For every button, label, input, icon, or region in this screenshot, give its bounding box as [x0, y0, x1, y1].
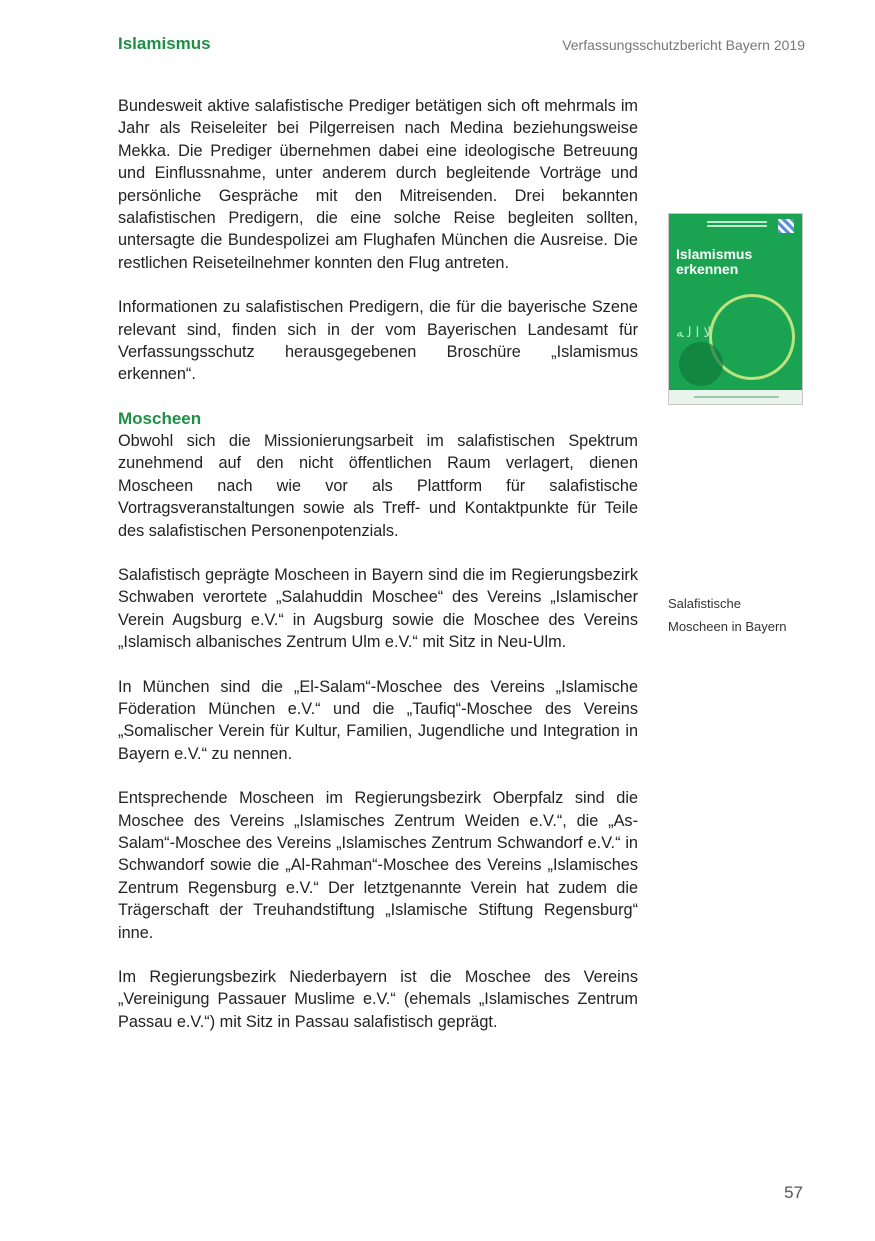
- brochure-cover-image: [668, 213, 803, 405]
- report-title: Verfassungsschutzbericht Bayern 2019: [562, 37, 805, 53]
- paragraph-niederbayern: Im Regierungsbezirk Niederbayern ist die Moschee des Vereins „Vereinigung Passauer Muslime e.V.“ (ehemals „Islamisches Zentrum Passau e.V.“) mit Sitz in Passau salafistisch geprägt.: [118, 968, 638, 1031]
- paragraph-mission-work: Obwohl sich die Missionierungsarbeit im salafistischen Spektrum zunehmend auf den nicht öffentlichen Raum verlagert, dienen Moscheen nach wie vor als Plattform für salafistische Vortragsveranstaltungen sowie als Treff- und Kontaktpunkte für Teile des salafistischen Personenpotenzials.: [118, 431, 638, 540]
- brochure-title: Islamismus erkennen: [676, 246, 753, 277]
- brochure-header-bar: [669, 214, 802, 236]
- paragraph-schwaben: Salafistisch geprägte Moscheen in Bayern sind die im Regierungsbezirk Schwaben verortete „Salahuddin Moschee“ des Vereins „Islamischer Verein Augsburg e.V.“ in Augsburg sowie die Moschee des Vereins „Islamisch albanisches Zentrum Ulm e.V.“ mit Sitz in Neu-Ulm.: [118, 565, 638, 652]
- paragraph-muenchen: In München sind die „El-Salam“-Moschee des Vereins „Islamische Föderation München e.V.“ und die „Taufiq“-Moschee des Vereins „Somalischer Verein für Kultur, Familien, Jugendliche und Integration in Bayern e.V.“ zu nennen.: [118, 677, 638, 763]
- paragraph-brochure-info: Informationen zu salafistischen Predigern, die für die bayerische Szene relevant sind, finden sich in der vom Bayerischen Landesamt für Verfassungsschutz herausgegebenen Broschüre „Islamismus erkennen“.: [118, 298, 638, 384]
- paragraph-oberpfalz: Entsprechende Moscheen im Regierungsbezirk Oberpfalz sind die Moschee des Vereins „Islamisches Zentrum Weiden e.V.“, die „As-Salam“-Moschee des Vereins „Islamisches Zentrum Schwandorf e.V.“ in Schwandorf sowie die „Al-Rahman“-Moschee des Vereins „Islamisches Zentrum Regensburg e.V.“ Der letztgenannte Verein hat zudem die Trägerschaft der Treuhandstiftung „Islamische Stiftung Regensburg“ inne.: [118, 789, 638, 942]
- paragraph-preachers-travel: Bundesweit aktive salafistische Prediger betätigen sich oft mehrmals im Jahr als Reiseleiter bei Pilgerreisen nach Medina beziehungsweise Mekka. Die Prediger übernehmen dabei eine ideologische Betreuung und Einflussnahme, unter anderem durch begleitende Vorträge und persönliche Gespräche mit den Mitreisenden. Drei bekannten salafistischen Predigern, die eine solche Reise begleiten sollten, untersagte die Bundespolizei am Flughafen München die Ausreise. Die restlichen Reiseteilnehmer konnten den Flug antreten.: [118, 97, 638, 272]
- seal-graphic: [679, 342, 723, 386]
- subheading-moscheen: Moscheen: [118, 408, 202, 428]
- margin-note: Salafistische Moscheen in Bayern: [668, 596, 787, 634]
- main-text: [118, 95, 638, 1055]
- bavaria-crest-icon: [778, 219, 794, 233]
- arabic-script-graphic: ﻻ ﺍ ﻟ ﻪ: [676, 324, 712, 340]
- brochure-footer-strip: [669, 390, 802, 404]
- section-title: Islamismus: [118, 34, 211, 53]
- page-number: 57: [784, 1183, 803, 1202]
